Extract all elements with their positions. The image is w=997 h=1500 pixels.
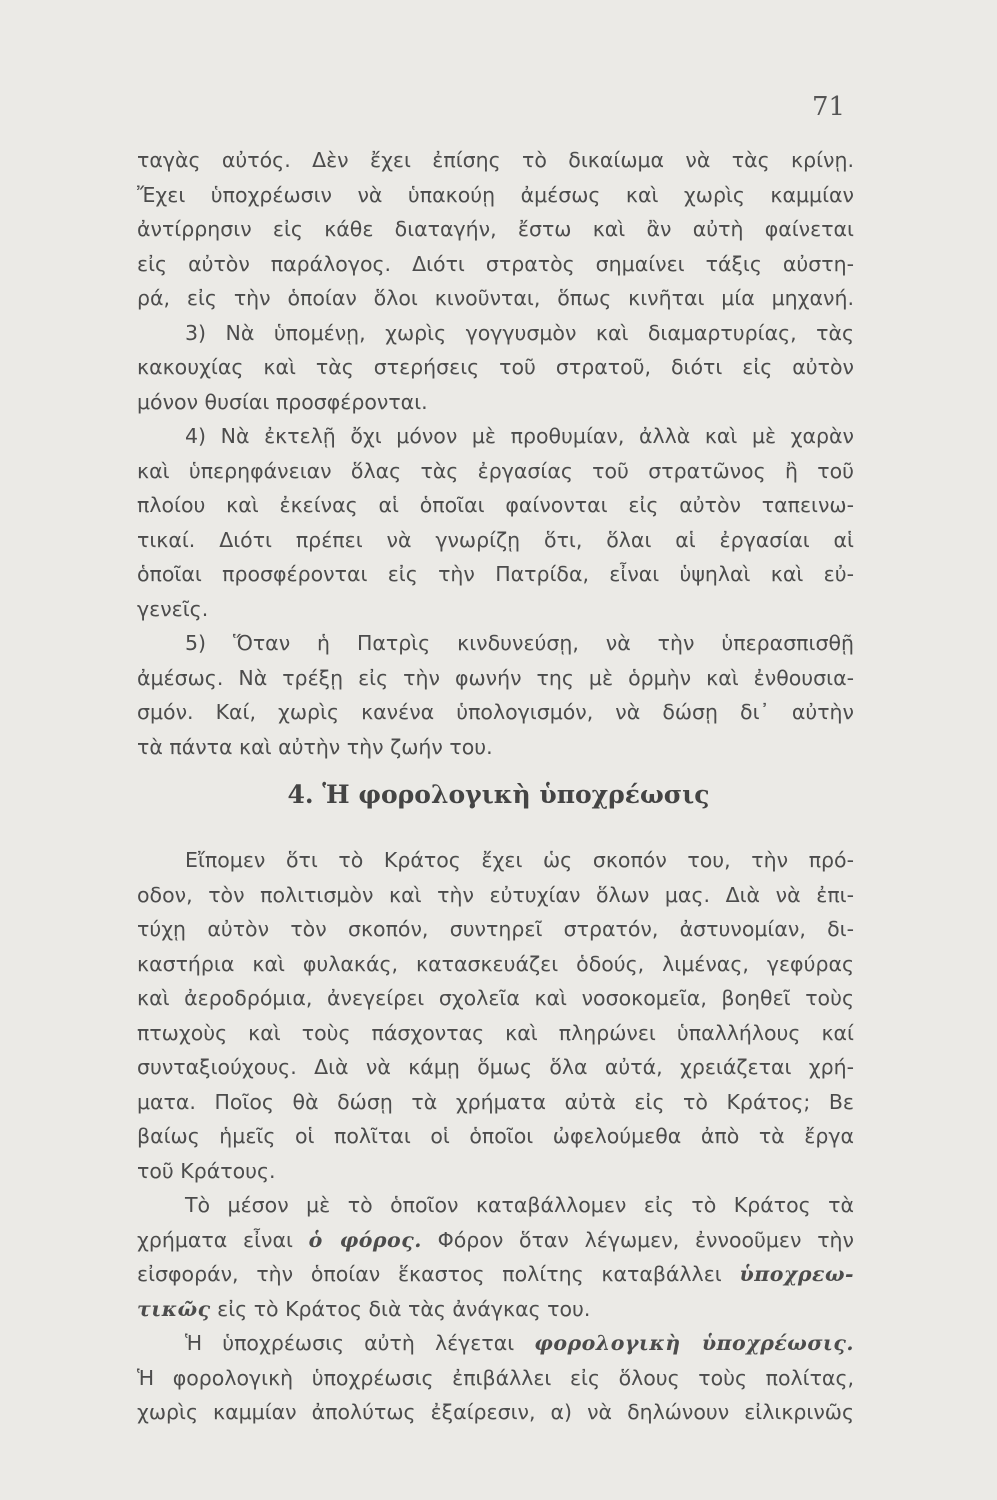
text-line: Τὸ μέσον μὲ τὸ ὁποῖον καταβάλλομεν εἰς τὸ Κράτος τὰ [185,1193,854,1217]
emphasis-term: ὁ φόρος. [308,1227,422,1252]
text-line: ἀμέσως. Νὰ τρέξῃ εἰς τὴν φωνήν της μὲ ὁρμὴν καὶ ἐνθουσια- [137,665,854,690]
page-number: 71 [812,92,846,122]
text-line: ματα. Ποῖος θὰ δώσῃ τὰ χρήματα αὐτὰ εἰς τὸ Κράτος; Βε [137,1089,854,1114]
text-line: τύχῃ αὐτὸν τὸν σκοπόν, συντηρεῖ στρατόν, ἀστυνομίαν, δι- [137,917,854,941]
text-line [137,1223,854,1258]
text-line [137,1326,854,1361]
text-line: καὶ ὑπερηφάνειαν ὅλας τὰς ἐργασίας τοῦ στρατῶνος ἢ τοῦ [137,458,854,483]
paragraphs-military-duties [137,143,854,764]
text-line: καὶ ἀεροδρόμια, ἀνεγείρει σχολεῖα καὶ νοσοκομεῖα, βοηθεῖ τοὺς [137,986,854,1010]
text-line: Ἡ φορολογικὴ ὑποχρέωσις ἐπιβάλλει εἰς ὅλους τοὺς πολίτας, [137,1365,854,1390]
text-line: ἀντίρρησιν εἰς κάθε διαταγήν, ἔστω καὶ ἂν αὐτὴ φαίνεται [137,217,854,241]
text-line: ρά, εἰς τὴν ὁποίαν ὅλοι κινοῦνται, ὅπως κινῆται μία μηχανή. [137,286,854,310]
text-line: 4) Νὰ ἐκτελῇ ὄχι μόνον μὲ προθυμίαν, ἀλλὰ καὶ μὲ χαρὰν [185,424,854,448]
text-line: Ἔχει ὑποχρέωσιν νὰ ὑπακούῃ ἀμέσως καὶ χωρὶς καμμίαν [137,182,854,207]
emphasis-term: τικῶς [137,1296,211,1321]
text-run: Ἡ ὑποχρέωσις αὐτὴ λέγεται [185,1331,515,1355]
section-heading: 4. Ἡ φορολογικὴ ὑποχρέωσις [287,780,710,809]
text-line: εἰς αὐτὸν παράλογος. Διότι στρατὸς σημαίνει τάξις αὐστη- [137,251,854,276]
text-line: σμόν. Καί, χωρὶς κανένα ὑπολογισμόν, νὰ δώσῃ δι᾽ αὐτὴν [137,700,854,724]
text-line: 3) Νὰ ὑπομένῃ, χωρὶς γογγυσμὸν καὶ διαμαρτυρίας, τὰς [185,320,854,345]
text-line: συνταξιούχους. Διὰ νὰ κάμῃ ὅμως ὅλα αὐτά, χρειάζεται χρή- [137,1055,854,1079]
text-run: χρήματα εἶναι [137,1227,293,1252]
text-line: Εἴπομεν ὅτι τὸ Κράτος ἔχει ὡς σκοπόν του, τὴν πρό- [185,848,854,872]
text-line: τικαί. Διότι πρέπει νὰ γνωρίζῃ ὅτι, ὅλαι αἱ ἐργασίαι αἱ [137,527,854,552]
text-line: πτωχοὺς καὶ τοὺς πάσχοντας καὶ πληρώνει ὑπαλλήλους καί [137,1020,854,1045]
emphasis-term: φορολογικὴ ὑποχρέωσις. [534,1331,854,1355]
text-line: ὁποῖαι προσφέρονται εἰς τὴν Πατρίδα, εἶναι ὑψηλαὶ καὶ εὐ- [137,562,854,586]
text-line: οδον, τὸν πολιτισμὸν καὶ τὴν εὐτυχίαν ὅλων μας. Διὰ νὰ ἐπι- [137,882,854,907]
text-line: ταγὰς αὐτός. Δὲν ἔχει ἐπίσης τὸ δικαίωμα νὰ τὰς κρίνῃ. [137,148,854,172]
text-line: τὰ πάντα καὶ αὐτὴν τὴν ζωήν του. [137,734,493,759]
emphasis-term: ὑποχρεω- [739,1262,854,1286]
text-line: μόνον θυσίαι προσφέρονται. [137,389,428,414]
text-line: πλοίου καὶ ἐκείνας αἱ ὁποῖαι φαίνονται εἰς αὐτὸν ταπεινω- [137,493,854,517]
text-line: κακουχίας καὶ τὰς στερήσεις τοῦ στρατοῦ, διότι εἰς αὐτὸν [137,355,854,379]
text-line: χωρὶς καμμίαν ἀπολύτως ἐξαίρεσιν, α) νὰ δηλώνουν εἰλικρινῶς [137,1400,854,1424]
text-line: 5) Ὅταν ἡ Πατρὶς κινδυνεύσῃ, νὰ τὴν ὑπερασπισθῇ [185,631,854,655]
text-line: τοῦ Κράτους. [137,1158,276,1183]
text-line: γενεῖς. [137,596,209,621]
text-run: εἰς τὸ Κράτος διὰ τὰς ἀνάγκας του. [217,1296,591,1321]
text-run: Φόρον ὅταν λέγωμεν, ἐννοοῦμεν τὴν [437,1227,854,1252]
text-line [137,1292,854,1327]
text-line [137,1257,854,1292]
paragraphs-tax-obligation [137,843,854,1430]
text-line: καστήρια καὶ φυλακάς, κατασκευάζει ὁδούς, λιμένας, γεφύρας [137,951,854,976]
text-run: εἰσφοράν, τὴν ὁποίαν ἕκαστος πολίτης καταβάλλει [137,1262,722,1286]
text-line: βαίως ἡμεῖς οἱ πολῖται οἱ ὁποῖοι ὠφελούμεθα ἀπὸ τὰ ἔργα [137,1124,854,1148]
